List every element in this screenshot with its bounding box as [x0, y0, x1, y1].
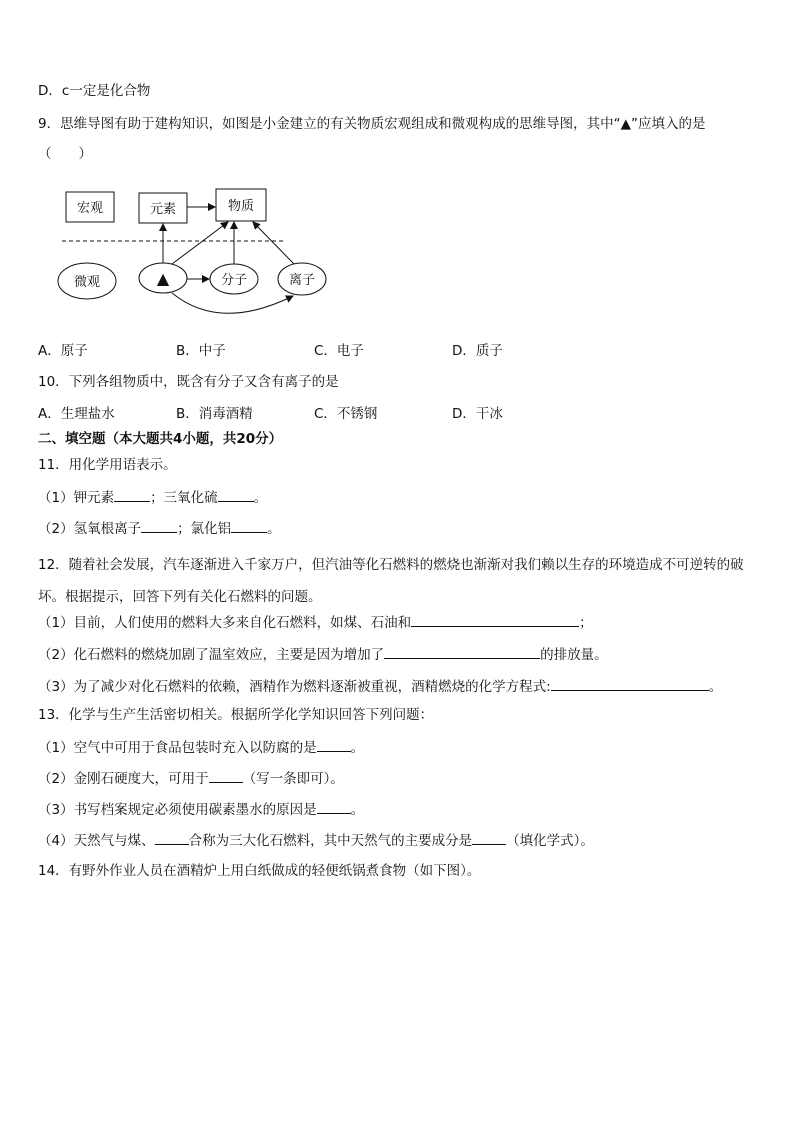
q13-part-1: （1）空气中可用于食品包装时充入以防腐的是 。 [38, 737, 364, 758]
answer-blank[interactable] [317, 799, 351, 814]
q10-option-d: D．干冰 [452, 406, 503, 422]
answer-blank[interactable] [411, 612, 579, 627]
q12-part-1: （1）目前，人们使用的燃料大多来自化石燃料，如煤、石油和 ； [38, 612, 593, 633]
answer-blank[interactable] [317, 737, 351, 752]
answer-blank[interactable] [231, 518, 267, 533]
answer-blank[interactable] [218, 487, 254, 502]
q9-stem: 9．思维导图有助于建构知识，如图是小金建立的有关物质宏观组成和微观构成的思维导图，其中“▲”应填入的是 [38, 116, 706, 132]
svg-text:微观: 微观 [73, 275, 101, 290]
answer-blank[interactable] [472, 830, 506, 845]
ellipse-lizi [278, 263, 326, 295]
svg-text:离子: 离子 [288, 273, 316, 288]
q9-answer-paren: （ ） [38, 146, 92, 162]
q10-option-c: C．不锈钢 [314, 406, 378, 422]
q11-part-1: （1）钾元素 ；三氧化硫 。 [38, 487, 267, 508]
answer-blank[interactable] [384, 644, 540, 659]
box-wuzhi [216, 189, 266, 221]
answer-blank[interactable] [551, 676, 709, 691]
ellipse-triangle-unknown [139, 263, 187, 293]
q11-part-2: （2）氢氧根离子 ；氯化铝 。 [38, 518, 281, 539]
q10-stem: 10．下列各组物质中，既含有分子又含有离子的是 [38, 374, 339, 390]
q12-part-3: （3）为了减少对化石燃料的依赖，酒精作为燃料逐渐被重视，酒精燃烧的化学方程式: 。 [38, 676, 722, 697]
q10-option-b: B．消毒酒精 [176, 406, 253, 422]
arrow-lizi-to-wuzhi [253, 222, 294, 264]
arrow-triangle-to-lizi-curve [172, 293, 293, 313]
q10-option-a: A．生理盐水 [38, 406, 115, 422]
box-yuansu [139, 193, 187, 223]
svg-text:元素: 元素 [149, 202, 177, 217]
q9-option-c: C．电子 [314, 343, 364, 359]
ellipse-weiguan [58, 263, 116, 299]
q13-part-2: （2）金刚石硬度大，可用于 （写一条即可）。 [38, 768, 344, 789]
q9-mind-map-diagram [50, 182, 340, 332]
answer-blank[interactable] [114, 487, 150, 502]
answer-blank[interactable] [141, 518, 177, 533]
svg-text:物质: 物质 [227, 199, 255, 214]
q12-part-2: （2）化石燃料的燃烧加剧了温室效应，主要是因为增加了 的排放量。 [38, 644, 608, 665]
q9-option-d: D．质子 [452, 343, 503, 359]
q13-stem: 13．化学与生产生活密切相关。根据所学化学知识回答下列问题： [38, 707, 434, 723]
q13-part-4: （4）天然气与煤、 合称为三大化石燃料，其中天然气的主要成分是 （填化学式）。 [38, 830, 594, 851]
q9-option-b: B．中子 [176, 343, 226, 359]
arrow-triangle-to-wuzhi [172, 222, 228, 264]
q13-part-3: （3）书写档案规定必须使用碳素墨水的原因是 。 [38, 799, 364, 820]
q8-option-d: D．c一定是化合物 [38, 83, 151, 99]
svg-text:分子: 分子 [220, 273, 248, 288]
q14-stem: 14．有野外作业人员在酒精炉上用白纸做成的轻便纸锅煮食物（如下图）。 [38, 863, 481, 879]
q11-stem: 11．用化学用语表示。 [38, 457, 177, 473]
answer-blank[interactable] [155, 830, 189, 845]
svg-text:▲: ▲ [156, 269, 170, 288]
section-2-heading: 二、填空题（本大题共4小题，共20分） [38, 431, 283, 447]
svg-text:宏观: 宏观 [76, 201, 104, 216]
q9-option-a: A．原子 [38, 343, 88, 359]
ellipse-fenzi [210, 264, 258, 294]
answer-blank[interactable] [209, 768, 243, 783]
q12-stem: 12．随着社会发展，汽车逐渐进入千家万户，但汽油等化石燃料的燃烧也渐渐对我们赖以生存的环境造成不可逆转的破坏。根据提示，回答下列有关化石燃料的问题。 [38, 557, 744, 605]
box-hongguan [66, 192, 114, 222]
